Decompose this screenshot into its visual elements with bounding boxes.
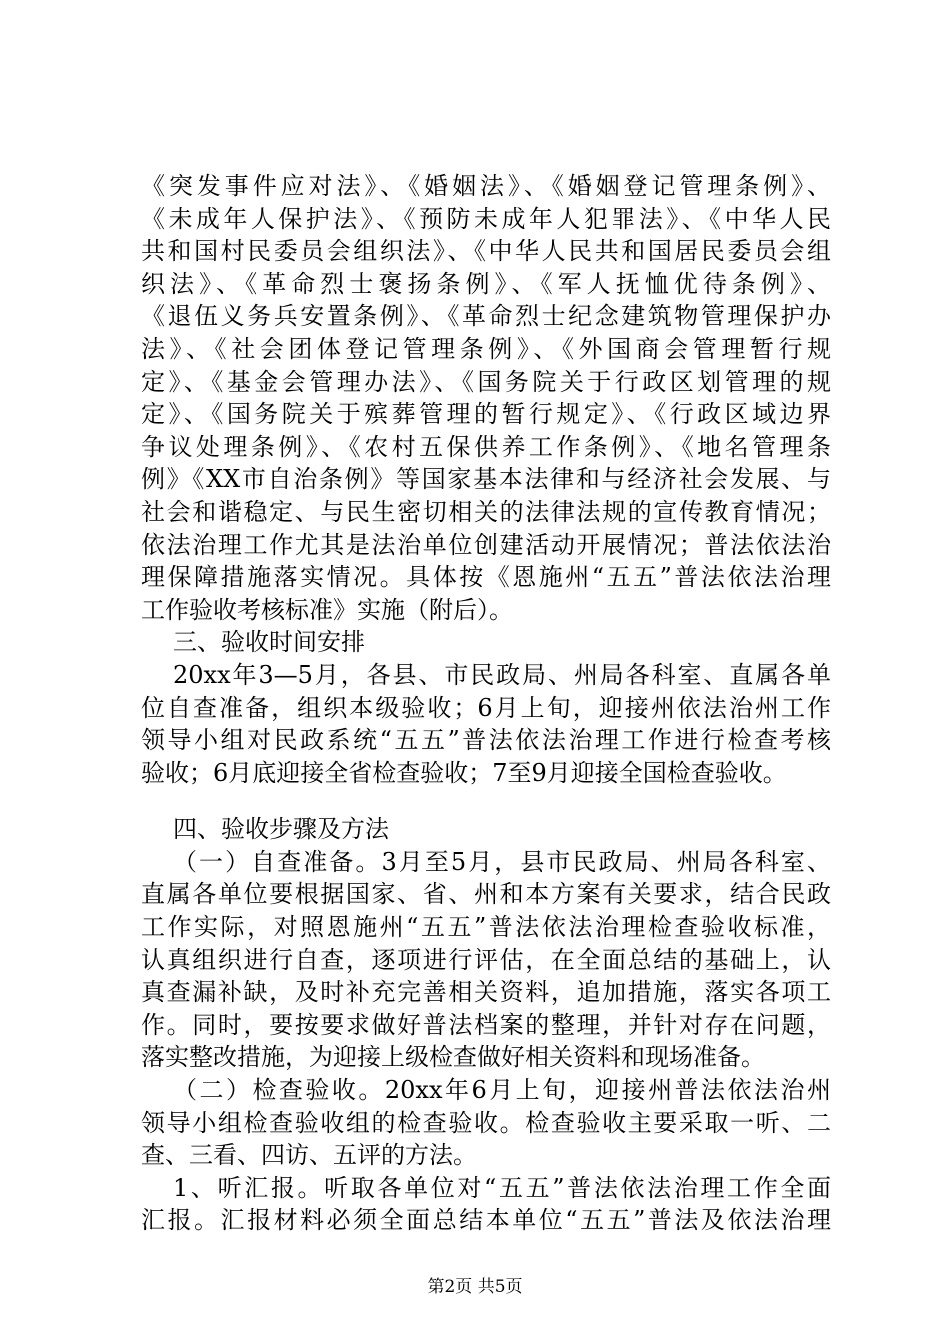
- paragraph-gap: [141, 789, 831, 813]
- text-line: （二）检查验收。20xx年6月上旬，迎接州普法依法治州: [173, 1076, 831, 1105]
- text-line: 织法》、《革命烈士褒扬条例》、《军人抚恤优待条例》、: [141, 269, 831, 298]
- text-line: 领导小组对民政系统“五五”普法依法治理工作进行检查考核: [141, 726, 831, 755]
- text-line: 《退伍义务兵安置条例》、《革命烈士纪念建筑物管理保护办: [141, 302, 831, 331]
- section-heading: 四、验收步骤及方法: [173, 815, 389, 844]
- section-heading: 三、验收时间安排: [173, 628, 365, 657]
- body-text: [141, 170, 831, 1237]
- text-line: 法》、《社会团体登记管理条例》、《外国商会管理暂行规: [141, 334, 831, 363]
- text-line: 定》、《国务院关于殡葬管理的暂行规定》、《行政区域边界: [141, 400, 831, 429]
- text-line: 理保障措施落实情况。具体按《恩施州“五五”普法依法治理: [141, 563, 831, 592]
- text-line: 汇报。汇报材料必须全面总结本单位“五五”普法及依法治理: [141, 1206, 831, 1235]
- text-line: （一）自查准备。3月至5月，县市民政局、州局各科室、: [173, 847, 831, 876]
- text-line: 位自查准备，组织本级验收；6月上旬，迎接州依法治州工作: [141, 693, 831, 722]
- text-line: 20xx年3—5月，各县、市民政局、州局各科室、直属各单: [173, 660, 831, 689]
- text-line: 争议处理条例》、《农村五保供养工作条例》、《地名管理条: [141, 432, 831, 461]
- text-line: 工作实际，对照恩施州“五五”普法依法治理检查验收标准，: [141, 913, 831, 942]
- text-line: 直属各单位要根据国家、省、州和本方案有关要求，结合民政: [141, 880, 831, 909]
- text-line: 作。同时，要按要求做好普法档案的整理，并针对存在问题，: [141, 1010, 831, 1039]
- text-line: 依法治理工作尤其是法治单位创建活动开展情况；普法依法治: [141, 530, 831, 559]
- text-line: 1、听汇报。听取各单位对“五五”普法依法治理工作全面: [173, 1173, 831, 1202]
- page-number: 第2页 共5页: [427, 1277, 523, 1297]
- text-line: 工作验收考核标准》实施（附后）。: [141, 595, 513, 624]
- text-line: 《未成年人保护法》、《预防未成年人犯罪法》、《中华人民: [141, 204, 831, 233]
- text-line: 查、三看、四访、五评的方法。: [141, 1141, 477, 1170]
- text-line: 落实整改措施，为迎接上级检查做好相关资料和现场准备。: [141, 1043, 765, 1072]
- text-line: 真查漏补缺，及时补充完善相关资料，追加措施，落实各项工: [141, 978, 831, 1007]
- text-line: 领导小组检查验收组的检查验收。检查验收主要采取一听、二: [141, 1108, 831, 1137]
- text-line: 例》《XX市自治条例》等国家基本法律和与经济社会发展、与: [141, 465, 831, 494]
- text-line: 定》、《基金会管理办法》、《国务院关于行政区划管理的规: [141, 367, 831, 396]
- text-line: 认真组织进行自查，逐项进行评估，在全面总结的基础上，认: [141, 945, 831, 974]
- text-line: 验收；6月底迎接全省检查验收；7至9月迎接全国检查验收。: [141, 758, 787, 787]
- text-line: 共和国村民委员会组织法》、《中华人民共和国居民委员会组: [141, 237, 831, 266]
- text-line: 《突发事件应对法》、《婚姻法》、《婚姻登记管理条例》、: [141, 172, 831, 200]
- text-line: 社会和谐稳定、与民生密切相关的法律法规的宣传教育情况；: [141, 497, 831, 526]
